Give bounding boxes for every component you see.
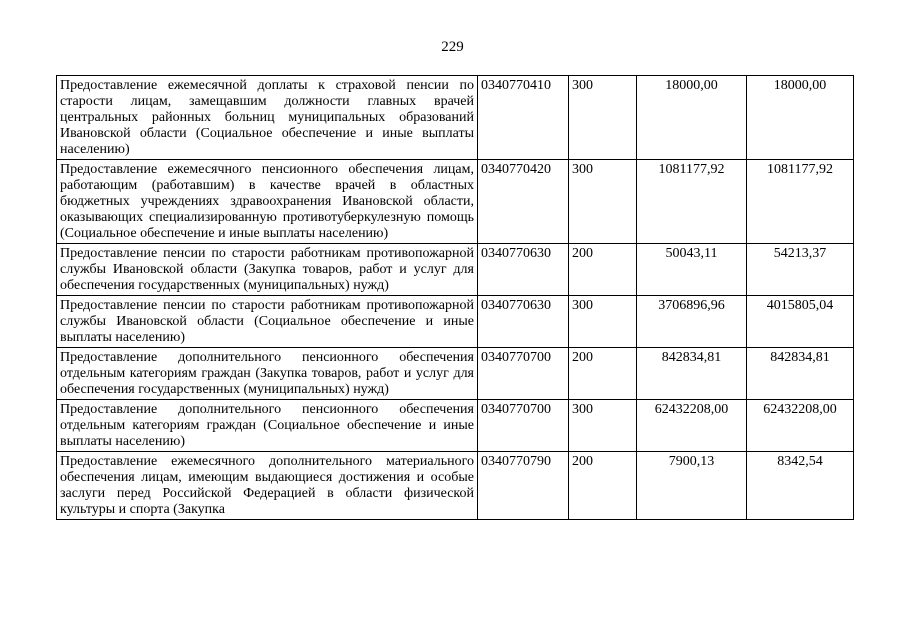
table-row [57,296,854,348]
row-sum-1: 3706896,96 [637,296,747,348]
row-sum-2: 54213,37 [747,244,854,296]
table-row [57,76,854,160]
page-number: 229 [441,39,464,55]
row-sum-2: 18000,00 [747,76,854,160]
row-description: Предоставление ежемесячного дополнительного материального обеспечения лицам, имеющим выдающиеся достижения и особые заслуги перед Российской Федерацией в области физической культуры и спорта (Закупка [57,452,478,520]
row-description: Предоставление пенсии по старости работникам противопожарной службы Ивановской области (Закупка товаров, работ и услуг для обеспечения государственных (муниципальных) нужд) [57,244,478,296]
row-description: Предоставление дополнительного пенсионного обеспечения отдельным категориям граждан (Закупка товаров, работ и услуг для обеспечения государственных (муниципальных) нужд) [57,348,478,400]
row-code: 0340770410 [478,76,569,160]
row-expense-type: 200 [569,348,637,400]
row-sum-1: 50043,11 [637,244,747,296]
row-sum-1: 7900,13 [637,452,747,520]
row-description: Предоставление ежемесячной доплаты к страховой пенсии по старости лицам, замещавшим должности главных врачей центральных районных больниц муниципальных образований Ивановской области (Социальное обеспечение и иные выплаты населению) [57,76,478,160]
row-sum-2: 4015805,04 [747,296,854,348]
row-sum-1: 842834,81 [637,348,747,400]
row-expense-type: 200 [569,244,637,296]
table-row [57,452,854,520]
row-sum-1: 18000,00 [637,76,747,160]
row-description: Предоставление ежемесячного пенсионного обеспечения лицам, работающим (работавшим) в качестве врачей в областных бюджетных учреждениях здравоохранения Ивановской области, оказывающих специализированную противотуберкулезную помощь (Социальное обеспечение и иные выплаты населению) [57,160,478,244]
row-sum-2: 842834,81 [747,348,854,400]
table-row [57,400,854,452]
row-sum-1: 62432208,00 [637,400,747,452]
row-code: 0340770630 [478,296,569,348]
row-sum-1: 1081177,92 [637,160,747,244]
budget-table [56,75,854,520]
table-row [57,244,854,296]
row-code: 0340770790 [478,452,569,520]
row-expense-type: 300 [569,296,637,348]
row-sum-2: 1081177,92 [747,160,854,244]
row-expense-type: 300 [569,76,637,160]
row-sum-2: 62432208,00 [747,400,854,452]
row-expense-type: 300 [569,400,637,452]
row-code: 0340770420 [478,160,569,244]
row-code: 0340770700 [478,348,569,400]
table-row [57,160,854,244]
row-description: Предоставление пенсии по старости работникам противопожарной службы Ивановской области (Социальное обеспечение и иные выплаты населению) [57,296,478,348]
row-description: Предоставление дополнительного пенсионного обеспечения отдельным категориям граждан (Социальное обеспечение и иные выплаты населению) [57,400,478,452]
row-code: 0340770700 [478,400,569,452]
row-expense-type: 300 [569,160,637,244]
row-code: 0340770630 [478,244,569,296]
table-row [57,348,854,400]
row-expense-type: 200 [569,452,637,520]
row-sum-2: 8342,54 [747,452,854,520]
